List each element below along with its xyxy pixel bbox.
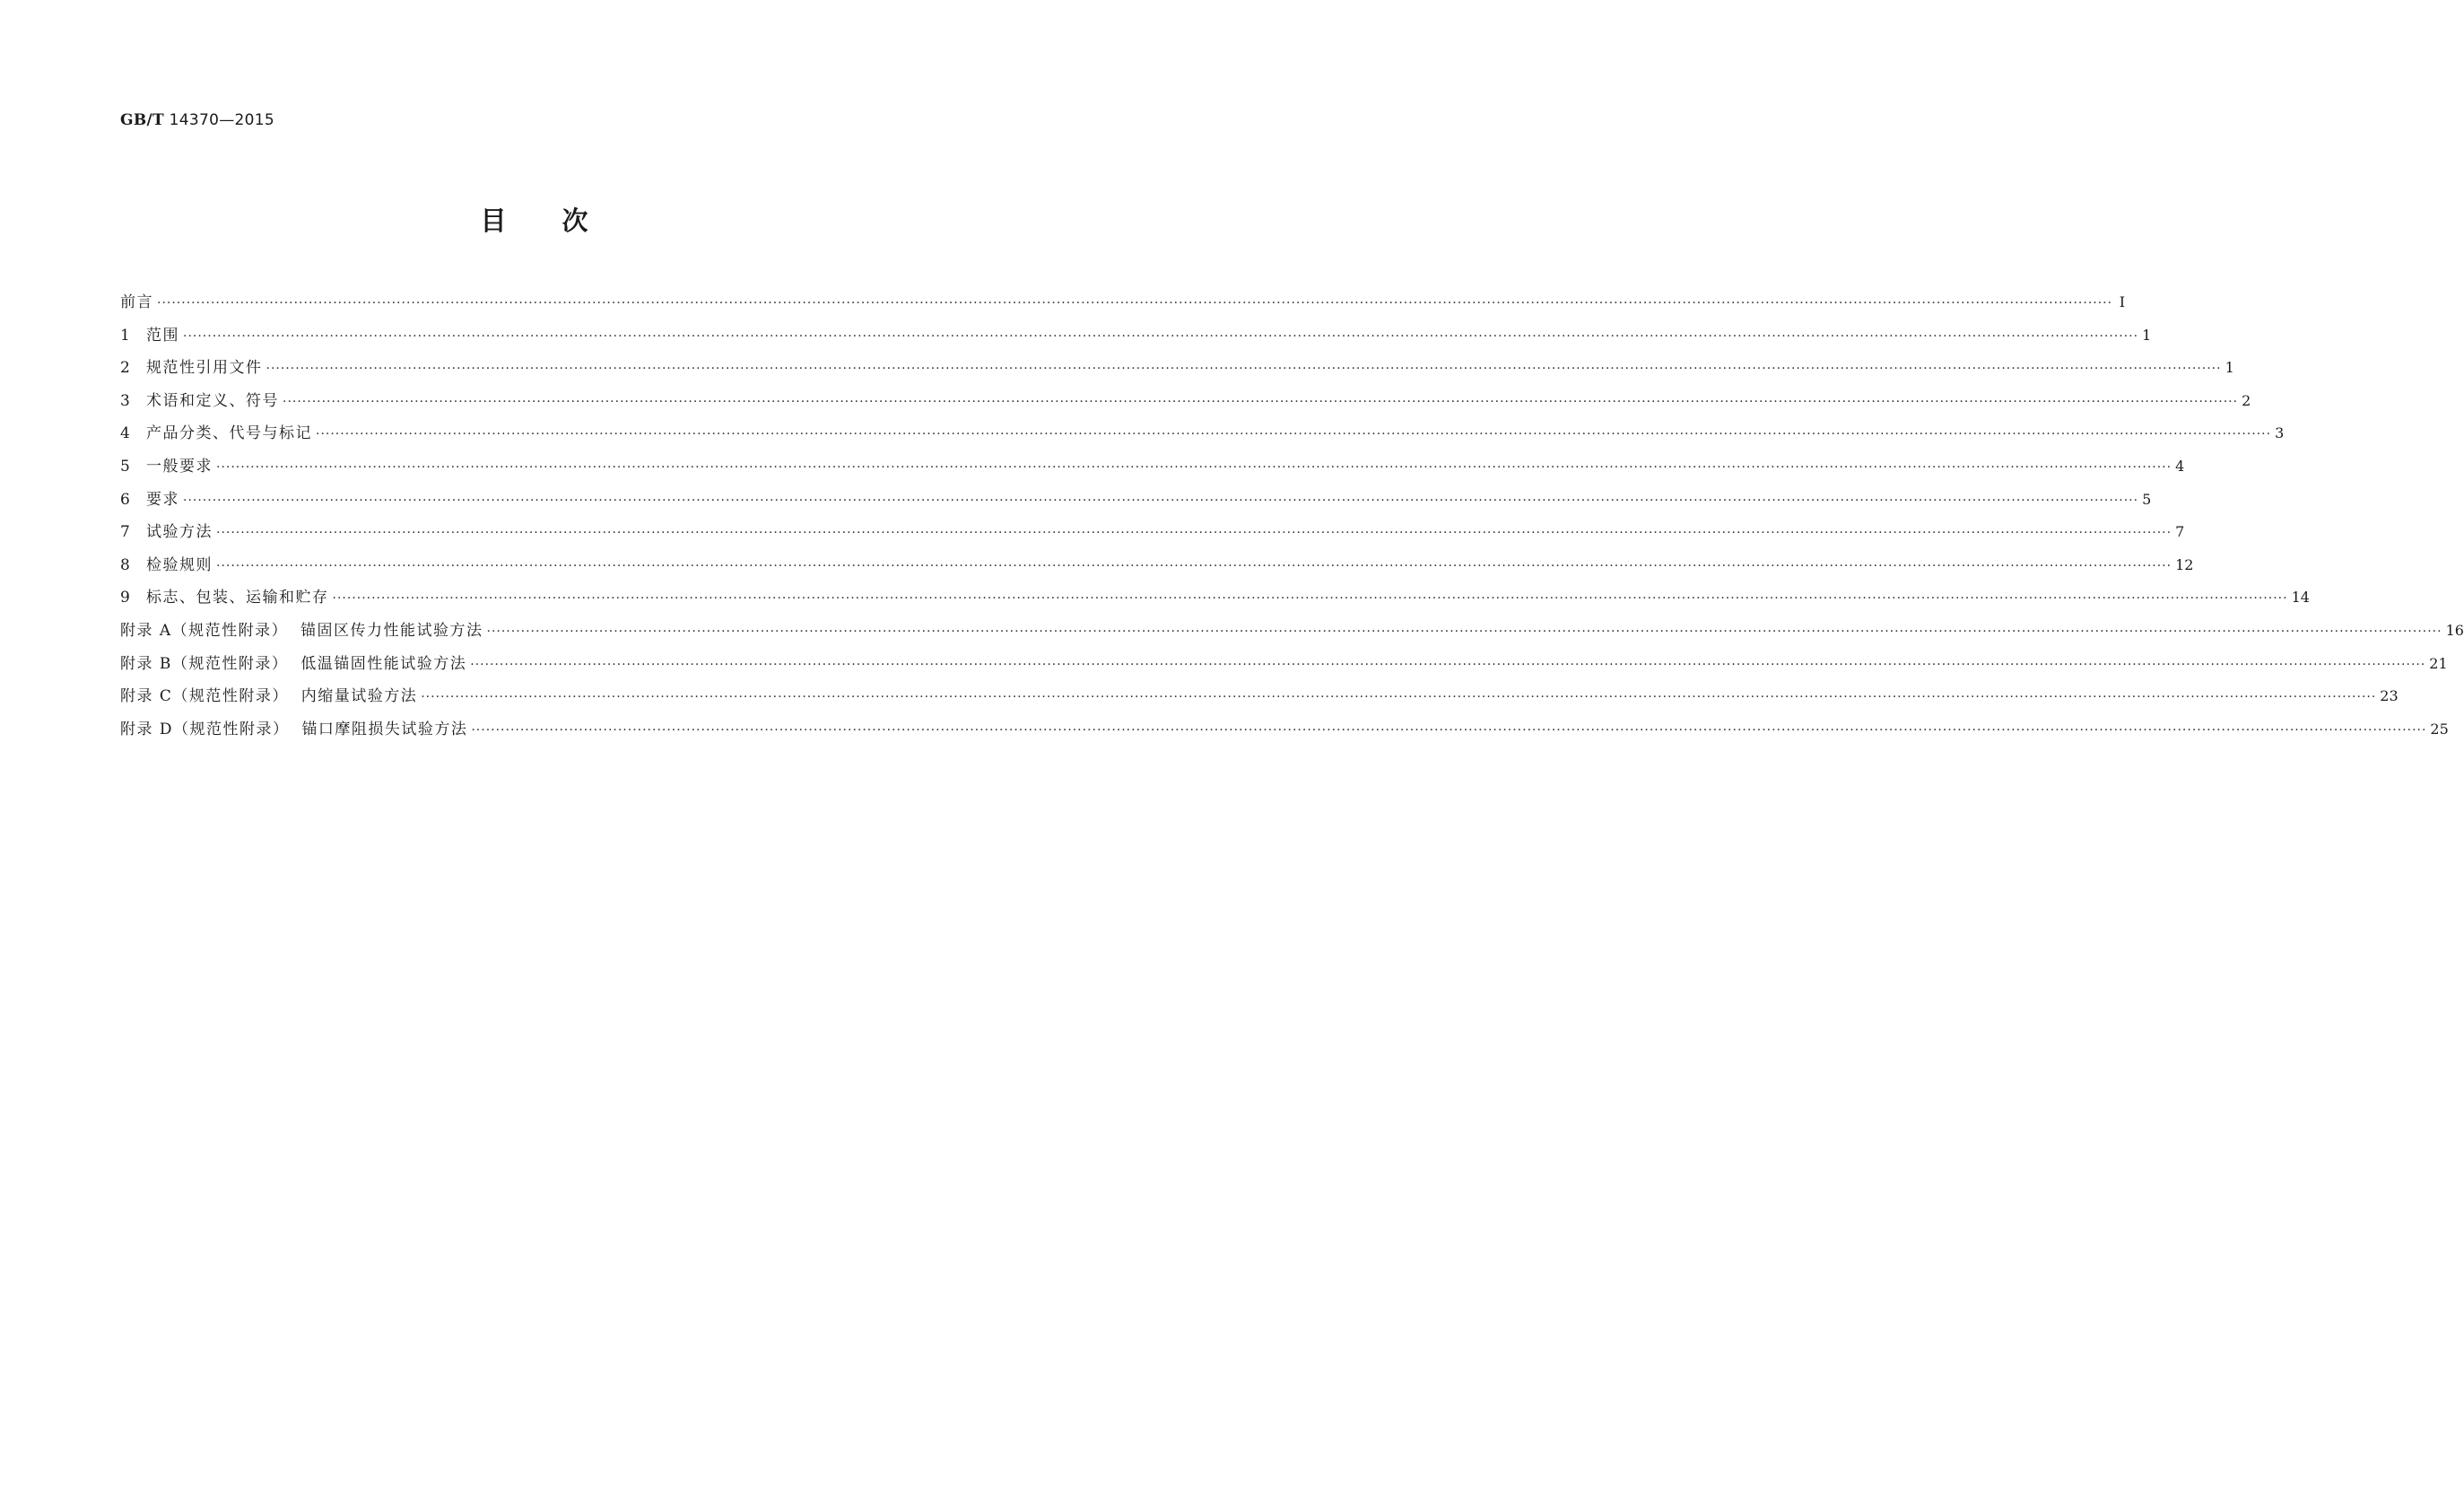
toc-entry-page: 3 (2275, 424, 2285, 442)
toc-entry-label: 术语和定义、符号 (146, 391, 279, 410)
table-of-contents (120, 289, 2464, 748)
toc-dot-leader: ················································································································································································································································································································································································································ (486, 624, 2442, 639)
toc-dot-leader: ················································································································································································································································································································································································································ (216, 558, 2172, 573)
toc-entry-label: 规范性引用文件 (146, 359, 263, 378)
toc-entry-number: 4 (120, 424, 130, 443)
toc-dot-leader: ················································································································································································································································································································································································································ (157, 296, 2113, 310)
toc-entry-label: 产品分类、代号与标记 (146, 424, 312, 443)
toc-dot-leader: ················································································································································································································································································································································································································ (216, 459, 2172, 475)
toc-entry[interactable] (120, 617, 2464, 651)
toc-entry[interactable] (120, 354, 2234, 388)
toc-entry-number: 7 (120, 523, 130, 542)
toc-entry-number: 8 (120, 555, 130, 574)
toc-entry-page: 16 (2445, 621, 2464, 639)
toc-entry-page: 12 (2175, 555, 2194, 573)
toc-entry[interactable] (120, 552, 2194, 585)
toc-entry-page: 21 (2429, 654, 2448, 672)
toc-dot-leader: ················································································································································································································································································································································································································ (332, 591, 2288, 607)
toc-entry-page: Ⅰ (2119, 293, 2126, 310)
page-title: 目次 (480, 205, 644, 236)
toc-entry-number: 2 (120, 359, 130, 378)
toc-entry-page: 2 (2242, 391, 2251, 409)
toc-entry[interactable] (120, 420, 2285, 453)
toc-dot-leader: ················································································································································································································································································································································································································ (471, 722, 2427, 738)
toc-entry[interactable] (120, 716, 2449, 749)
toc-dot-leader: ················································································································································································································································································································································································································ (183, 328, 2139, 344)
toc-entry-number: 6 (120, 490, 130, 509)
toc-entry-page: 23 (2380, 687, 2399, 705)
toc-entry[interactable] (120, 651, 2448, 684)
toc-entry-label: 标志、包装、运输和贮存 (146, 589, 329, 607)
toc-entry-number: 1 (120, 326, 130, 345)
toc-entry-number: 5 (120, 457, 130, 476)
toc-entry[interactable] (120, 584, 2310, 617)
toc-entry[interactable] (120, 322, 2152, 355)
toc-entry-page: 25 (2430, 720, 2449, 738)
toc-entry-page: 7 (2175, 523, 2185, 541)
toc-entry[interactable] (120, 453, 2185, 486)
toc-entry-page: 4 (2175, 457, 2185, 475)
toc-entry-label: 范围 (146, 326, 179, 345)
toc-entry-label: 前言 (120, 293, 153, 311)
toc-entry-number: 9 (120, 589, 130, 607)
toc-entry-page: 5 (2142, 490, 2152, 508)
toc-entry-label: 附录 A（规范性附录） 锚固区传力性能试验方法 (120, 621, 483, 640)
toc-entry[interactable] (120, 486, 2152, 520)
toc-dot-leader: ················································································································································································································································································································································································································ (183, 493, 2139, 508)
standard-number: 14370—2015 (169, 111, 275, 129)
toc-dot-leader: ················································································································································································································································································································································································································ (283, 394, 2239, 409)
toc-entry[interactable] (120, 289, 2126, 322)
toc-entry[interactable] (120, 519, 2185, 552)
toc-entry[interactable] (120, 683, 2399, 716)
toc-entry-number: 3 (120, 391, 130, 410)
toc-dot-leader: ················································································································································································································································································································································································································ (216, 526, 2172, 541)
toc-entry[interactable] (120, 388, 2251, 421)
toc-entry-label: 试验方法 (146, 523, 213, 542)
standard-code (120, 111, 274, 129)
toc-entry-label: 要求 (146, 490, 179, 509)
toc-entry-page: 14 (2291, 589, 2310, 607)
toc-dot-leader: ················································································································································································································································································································································································································ (266, 362, 2222, 377)
toc-dot-leader: ················································································································································································································································································································································································································ (421, 690, 2377, 705)
toc-entry-label: 附录 D（规范性附录） 锚口摩阻损失试验方法 (120, 720, 468, 738)
toc-dot-leader: ················································································································································································································································································································································································································ (470, 657, 2426, 672)
standard-prefix: GB/T (120, 111, 164, 129)
toc-entry-page: 1 (2225, 359, 2234, 377)
toc-entry-page: 1 (2142, 326, 2152, 344)
toc-entry-label: 检验规则 (146, 555, 213, 574)
toc-dot-leader: ················································································································································································································································································································································································································ (316, 427, 2272, 442)
toc-entry-label: 附录 B（规范性附录） 低温锚固性能试验方法 (120, 654, 467, 673)
toc-entry-label: 附录 C（规范性附录） 内缩量试验方法 (120, 687, 418, 706)
toc-entry-label: 一般要求 (146, 457, 213, 476)
